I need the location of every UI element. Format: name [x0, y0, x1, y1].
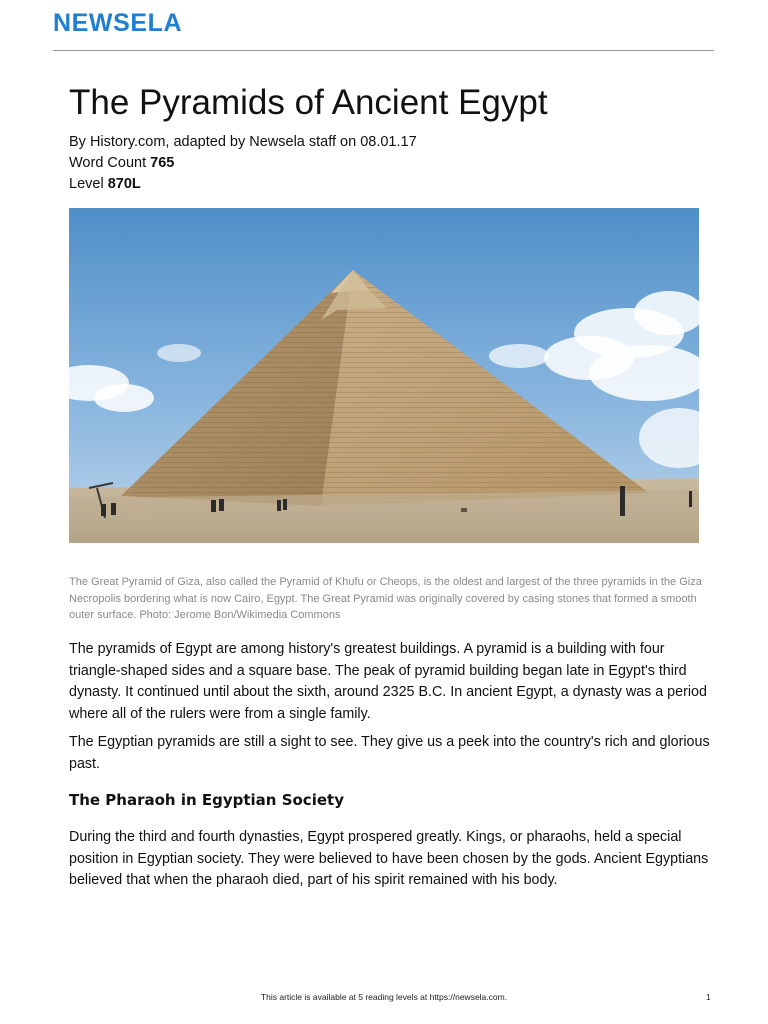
- byline: By History.com, adapted by Newsela staff on 08.01.17: [69, 134, 417, 150]
- word-count: [69, 153, 417, 174]
- paragraph-1: The pyramids of Egypt are among history's greatest buildings. A pyramid is a building with four triangle-shaped sides and a square base. The peak of pyramid building began late in Egypt's third dynasty. It continued until about the sixth, around 2325 B.C. In ancient Egypt, a dynasty was a period where all of the rulers were from a single family.: [69, 641, 707, 722]
- reading-level-label: Level: [69, 176, 104, 192]
- word-count-label: Word Count: [69, 155, 147, 171]
- pyramid-photo-illustration: [69, 208, 699, 543]
- page-number: 1: [706, 992, 711, 1002]
- reading-level-value: 870L: [107, 176, 141, 192]
- header-divider: [53, 50, 714, 51]
- paragraph-2: The Egyptian pyramids are still a sight to see. They give us a peek into the country's rich and glorious past.: [69, 734, 710, 772]
- section-heading: The Pharaoh in Egyptian Society: [69, 791, 344, 809]
- footer-availability: This article is available at 5 reading levels at https://newsela.com.: [260, 992, 508, 1002]
- article-title: The Pyramids of Ancient Egypt: [69, 83, 548, 122]
- pyramid-photo: [69, 208, 699, 543]
- reading-level: [69, 174, 417, 195]
- article-meta: [69, 132, 417, 195]
- image-caption: The Great Pyramid of Giza, also called the Pyramid of Khufu or Cheops, is the oldest and largest of the three pyramids in the Giza Necropolis bordering what is now Cairo, Egypt. The Great Pyramid was originally covered by casing stones that formed a smooth outer surface. Photo: Jerome Bon/Wikimedia Commons: [69, 576, 702, 621]
- word-count-value: 765: [150, 155, 175, 171]
- section-paragraph-1: During the third and fourth dynasties, Egypt prospered greatly. Kings, or pharaohs, held a special position in Egyptian society. They were believed to have been chosen by the gods. Ancient Egyptians believed that when the pharaoh died, part of his spirit remained with his body.: [69, 829, 709, 888]
- newsela-logo[interactable]: NEWSELA: [53, 9, 183, 37]
